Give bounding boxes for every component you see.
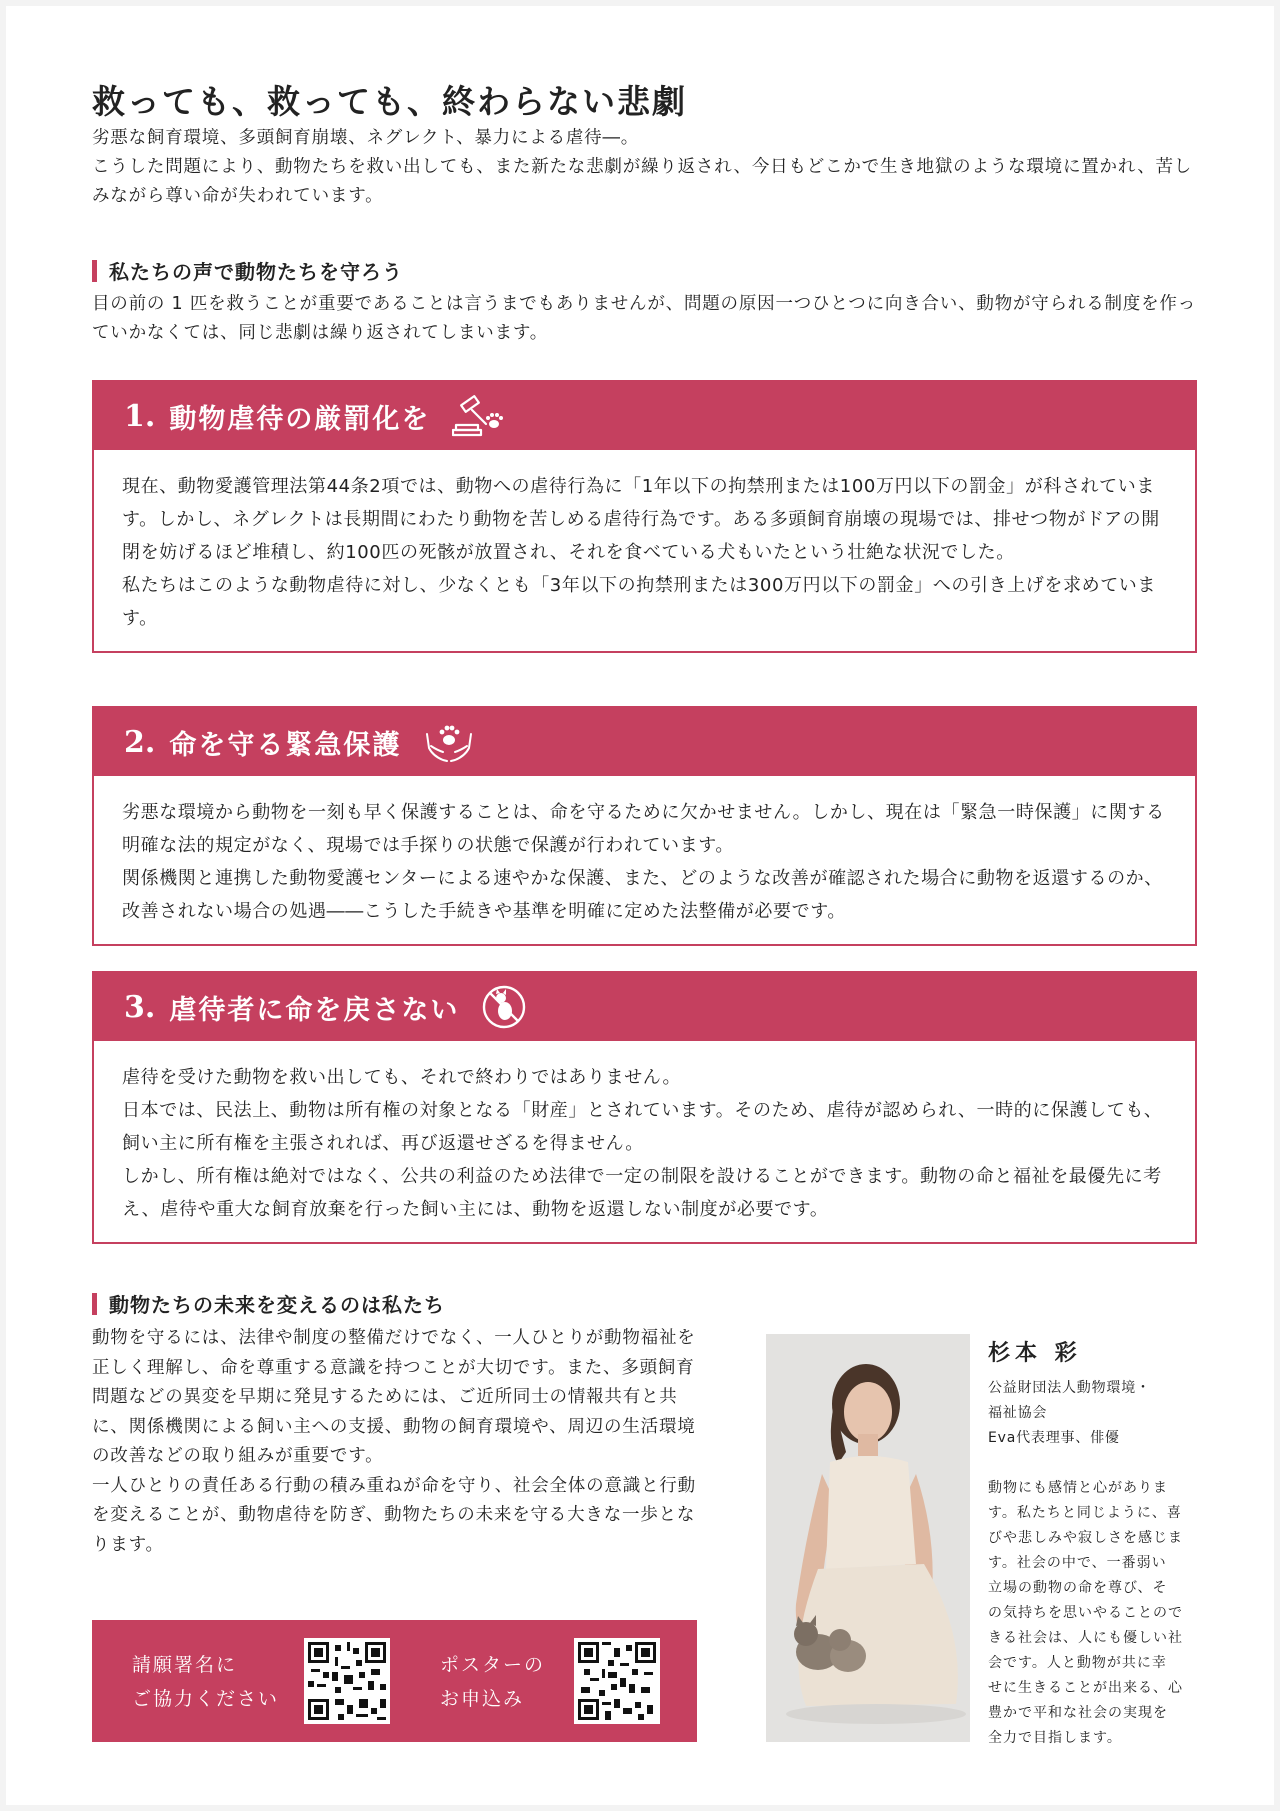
proposal-paragraph: 日本では、民法上、動物は所有権の対象となる「財産」とされています。そのため、虐待が認められ、一時的に保護しても、飼い主に所有権を主張されれば、再び返還せざるを得ません。	[122, 1100, 1163, 1154]
section-heading-future	[92, 1289, 445, 1318]
hands-paw-icon	[423, 720, 475, 764]
proposal-number: 1.	[124, 398, 156, 434]
cta-banner	[92, 1620, 697, 1742]
future-paragraph: 動物を守るには、法律や制度の整備だけでなく、一人ひとりが動物福祉を正しく理解し、命を尊重する意識を持つことが大切です。また、多頭飼育問題などの異変を早期に発見するためには、ご近所同士の情報共有と共に、関係機関による飼い主への支援、動物の飼育環境や、周辺の生活環境の改善などの取り組みが重要です。	[92, 1328, 696, 1466]
petition-label	[132, 1648, 279, 1716]
profile-message-line: びや悲しみや寂しさを感じま	[988, 1530, 1183, 1546]
proposal-header	[94, 708, 1195, 776]
profile-message-line: 動物にも感情と心がありま	[988, 1480, 1168, 1496]
proposal-box-1	[92, 380, 1197, 653]
profile-title-line: 公益財団法人動物環境・	[988, 1380, 1151, 1396]
section-heading-label: 私たちの声で動物たちを守ろう	[109, 260, 403, 284]
profile-message-line: の気持ちを思いやることので	[988, 1605, 1183, 1621]
section-heading-label: 動物たちの未来を変えるのは私たち	[109, 1293, 445, 1317]
heading-accent-bar	[92, 1293, 97, 1315]
poster-label	[440, 1648, 545, 1716]
profile-title	[988, 1376, 1198, 1451]
profile-message-line: せに生きることが出来る、心	[988, 1680, 1183, 1696]
poster-label-line: お申込み	[440, 1688, 525, 1710]
proposal-box-2	[92, 706, 1197, 946]
proposal-body	[94, 450, 1195, 651]
profile-message-line: 会です。人と動物が共に幸	[988, 1655, 1167, 1671]
lead-line: こうした問題により、動物たちを救い出しても、また新たな悲劇が繰り返され、今日もどこかで生き地獄のような環境に置かれ、苦しみながら尊い命が失われています。	[92, 157, 1193, 206]
profile-message	[988, 1476, 1198, 1751]
future-text	[92, 1324, 697, 1560]
profile-title-line: Eva代表理事、俳優	[988, 1430, 1120, 1446]
poster-label-line: ポスターの	[440, 1654, 546, 1676]
voice-text: 目の前の 1 匹を救うことが重要であることは言うまでもありませんが、問題の原因一つひとつに向き合い、動物が守られる制度を作っていかなくては、同じ悲劇は繰り返されてしまいます。	[92, 294, 1197, 343]
petition-label-line: ご協力ください	[132, 1688, 280, 1710]
section-heading-voice	[92, 256, 403, 285]
profile-name: 杉本 彩	[988, 1340, 1082, 1366]
proposal-body	[94, 776, 1195, 944]
proposal-paragraph: 劣悪な環境から動物を一刻も早く保護することは、命を守るために欠かせません。しかし、現在は「緊急一時保護」に関する明確な法的規定がなく、現場では手探りの状態で保護が行われています。	[122, 802, 1165, 856]
proposal-title: 虐待者に命を戻さない	[169, 994, 460, 1026]
profile-message-line: 立場の動物の命を尊び、そ	[988, 1580, 1168, 1596]
proposal-header	[94, 973, 1195, 1041]
page-title: 救っても、救っても、終わらない悲劇	[92, 82, 687, 121]
heading-accent-bar	[92, 260, 97, 282]
proposal-paragraph: 私たちはこのような動物虐待に対し、少なくとも「3年以下の拘禁刑または300万円以下の罰金」への引き上げを求めています。	[122, 575, 1157, 629]
proposal-body	[94, 1041, 1195, 1242]
future-paragraph: 一人ひとりの責任ある行動の積み重ねが命を守り、社会全体の意識と行動を変えることが、動物虐待を防ぎ、動物たちの未来を守る大きな一歩となります。	[92, 1475, 696, 1555]
profile-message-line: す。私たちと同じように、喜	[988, 1505, 1182, 1521]
proposal-title: 動物虐待の厳罰化を	[169, 403, 431, 435]
proposal-number: 3.	[124, 989, 156, 1025]
proposal-header	[94, 382, 1195, 450]
proposal-title: 命を守る緊急保護	[169, 729, 402, 761]
lead-text	[92, 124, 1197, 211]
poster-qr-code[interactable]	[574, 1638, 660, 1724]
profile-photo	[766, 1334, 970, 1742]
proposal-paragraph: 虐待を受けた動物を救い出しても、それで終わりではありません。	[122, 1067, 682, 1088]
profile-message-line: 豊かで平和な社会の実現を	[988, 1705, 1168, 1721]
proposal-number: 2.	[124, 724, 156, 760]
petition-qr-code[interactable]	[304, 1638, 390, 1724]
profile-message-line: 全力で目指します。	[988, 1730, 1122, 1746]
no-animal-icon	[481, 984, 527, 1030]
gavel-paw-icon	[452, 394, 504, 438]
proposal-box-3	[92, 971, 1197, 1244]
flyer-page	[6, 6, 1274, 1805]
proposal-paragraph: 関係機関と連携した動物愛護センターによる速やかな保護、また、どのような改善が確認された場合に動物を返還するのか、改善されない場合の処遇――こうした手続きや基準を明確に定めた法整備が必要です。	[122, 868, 1163, 922]
proposal-paragraph: 現在、動物愛護管理法第44条2項では、動物への虐待行為に「1年以下の拘禁刑または100万円以下の罰金」が科されています。しかし、ネグレクトは長期間にわたり動物を苦しめる虐待行為です。ある多頭飼育崩壊の現場では、排せつ物がドアの開閉を妨げるほど堆積し、約100匹の死骸が放置され、それを食べている犬もいたという壮絶な状況でした。	[122, 476, 1160, 563]
lead-line: 劣悪な飼育環境、多頭飼育崩壊、ネグレクト、暴力による虐待―。	[92, 128, 640, 148]
profile-message-line: きる社会は、人にも優しい社	[988, 1630, 1183, 1646]
petition-label-line: 請願署名に	[132, 1654, 238, 1676]
profile-message-line: す。社会の中で、一番弱い	[988, 1555, 1167, 1571]
proposal-paragraph: しかし、所有権は絶対ではなく、公共の利益のため法律で一定の制限を設けることができます。動物の命と福祉を最優先に考え、虐待や重大な飼育放棄を行った飼い主には、動物を返還しない制度が必要です。	[122, 1166, 1162, 1220]
profile-title-line: 福祉協会	[988, 1405, 1048, 1421]
